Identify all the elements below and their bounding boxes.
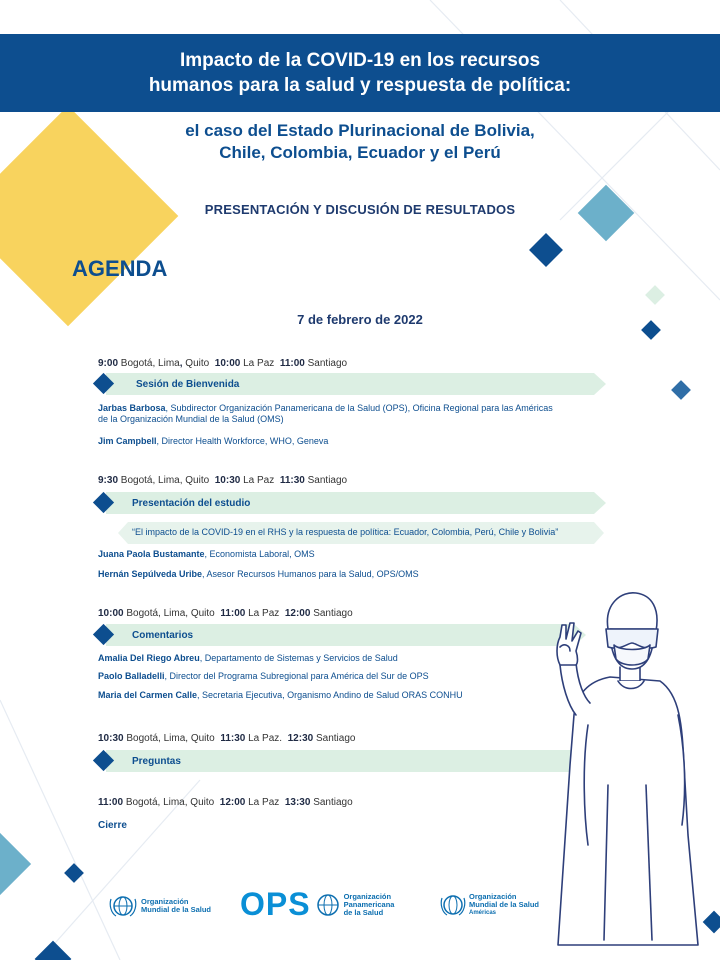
who-americas-line-1: Organización: [469, 892, 517, 901]
time-lapaz: 11:00: [220, 608, 246, 619]
time-santiago: 12:00: [284, 608, 311, 619]
time-santiago: 12:30: [287, 733, 314, 744]
globe-icon: [108, 893, 138, 919]
place-santiago: Santiago: [313, 608, 353, 619]
speaker-name: Jim Campbell: [98, 436, 157, 446]
time-line-1: [98, 358, 347, 369]
paho-logo-line-1: Organización: [343, 891, 392, 901]
header-title-band: [0, 34, 720, 112]
speaker-role-continued: de la Organización Mundial de la Salud (OMS): [98, 414, 284, 424]
place-bogota: Bogotá, Lima: [120, 358, 180, 369]
speaker-name: Amalia Del Riego Abreu: [98, 653, 200, 663]
time-bogota: 10:00: [98, 608, 124, 619]
speaker-item: [98, 436, 328, 447]
speaker-role: , Economista Laboral, OMS: [204, 549, 315, 559]
agenda-title: AGENDA: [72, 256, 168, 281]
place-santiago: Santiago: [313, 797, 353, 808]
place-bogota: Bogotá, Lima, Quito: [126, 733, 215, 744]
subtitle-line-2: Chile, Colombia, Ecuador y el Perú: [219, 143, 501, 162]
time-bogota: 9:30: [98, 475, 119, 486]
place-santiago: Santiago: [315, 733, 356, 744]
time-lapaz: 12:00: [219, 797, 246, 808]
speaker-role: , Asesor Recursos Humanos para la Salud, OPS/OMS: [202, 569, 419, 579]
session-title: Sesión de Bienvenida: [136, 379, 240, 390]
place-separator: ,: [179, 358, 183, 369]
speaker-name: Paolo Balladelli: [98, 671, 165, 681]
speaker-item: [98, 549, 315, 560]
time-line-4: [98, 733, 355, 744]
speaker-item: [98, 690, 463, 701]
time-santiago: 13:30: [284, 797, 311, 808]
time-santiago: 11:30: [279, 475, 305, 486]
who-americas-globe-icon: [440, 892, 466, 918]
speaker-item: [98, 569, 419, 580]
time-lapaz: 10:30: [214, 475, 241, 486]
health-worker-illustration: [548, 585, 708, 955]
speaker-item: [98, 653, 398, 664]
event-date: 7 de febrero de 2022: [297, 312, 423, 327]
session-title: Comentarios: [132, 630, 194, 641]
who-americas-line-3: Américas: [469, 910, 497, 916]
place-lapaz: La Paz: [248, 608, 280, 619]
ops-logo: [240, 886, 394, 923]
speaker-name: Maria del Carmen Calle: [98, 690, 198, 700]
closing-label: Cierre: [98, 820, 127, 831]
speaker-name: Jarbas Barbosa: [98, 403, 166, 413]
place-quito: Quito: [182, 358, 210, 369]
place-bogota: Bogotá, Lima, Quito: [126, 608, 215, 619]
time-lapaz: 10:00: [214, 358, 241, 369]
subtitle-line-1: el caso del Estado Plurinacional de Bolivia,: [185, 121, 535, 140]
place-santiago: Santiago: [307, 358, 348, 369]
place-lapaz: La Paz: [248, 797, 280, 808]
paho-globe-icon: [315, 892, 341, 918]
speaker-item: [98, 671, 429, 682]
time-line-5: [98, 797, 353, 808]
speaker-role: , Director del Programa Subregional para América del Sur de OPS: [164, 671, 429, 681]
time-lapaz: 11:30: [220, 733, 246, 744]
presentation-heading: PRESENTACIÓN Y DISCUSIÓN DE RESULTADOS: [204, 202, 516, 217]
speaker-role: , Secretaria Ejecutiva, Organismo Andino de Salud ORAS CONHU: [197, 690, 463, 700]
time-santiago: 11:00: [279, 358, 305, 369]
subtitle: [0, 120, 720, 164]
time-bogota: 9:00: [98, 358, 119, 369]
session-title: Presentación del estudio: [132, 498, 251, 509]
time-line-3: [98, 608, 353, 619]
place-lapaz: La Paz: [243, 358, 275, 369]
session-title: Preguntas: [132, 756, 181, 767]
study-quote: “El impacto de la COVID-19 en el RHS y la respuesta de política: Ecuador, Colombia, Perú, Chile y Bolivia”: [132, 527, 559, 537]
who-americas-logo: [440, 892, 539, 918]
speaker-role: , Director Health Workforce, WHO, Geneva: [156, 436, 329, 446]
speaker-role: , Subdirector Organización Panamericana de la Salud (OPS), Oficina Regional para las Américas: [165, 403, 553, 413]
time-bogota: 10:30: [98, 733, 124, 744]
time-line-2: [98, 475, 347, 486]
time-bogota: 11:00: [98, 797, 124, 808]
ops-logo-text: OPS: [240, 886, 311, 922]
place-lapaz: La Paz.: [248, 733, 283, 744]
paho-logo-line-3: de la Salud: [343, 907, 384, 917]
speaker-role: , Departamento de Sistemas y Servicios de Salud: [199, 653, 398, 663]
speaker-name: Juana Paola Bustamante: [98, 549, 205, 559]
who-logo: [108, 893, 211, 919]
speaker-name: Hernán Sepúlveda Uribe: [98, 569, 203, 579]
place-santiago: Santiago: [307, 475, 348, 486]
title-line-1: Impacto de la COVID-19 en los recursos: [179, 50, 541, 71]
title-line-2: humanos para la salud y respuesta de política:: [148, 75, 572, 96]
who-americas-line-2: Mundial de la Salud: [469, 900, 540, 909]
place-bogota: Bogotá, Lima, Quito: [120, 475, 210, 486]
paho-logo-line-2: Panamericana: [343, 899, 395, 909]
place-lapaz: La Paz: [243, 475, 275, 486]
who-logo-line-2: Mundial de la Salud: [141, 905, 212, 914]
who-logo-line-1: Organización: [141, 897, 189, 906]
speaker-item: [98, 403, 553, 425]
place-bogota: Bogotá, Lima, Quito: [125, 797, 215, 808]
